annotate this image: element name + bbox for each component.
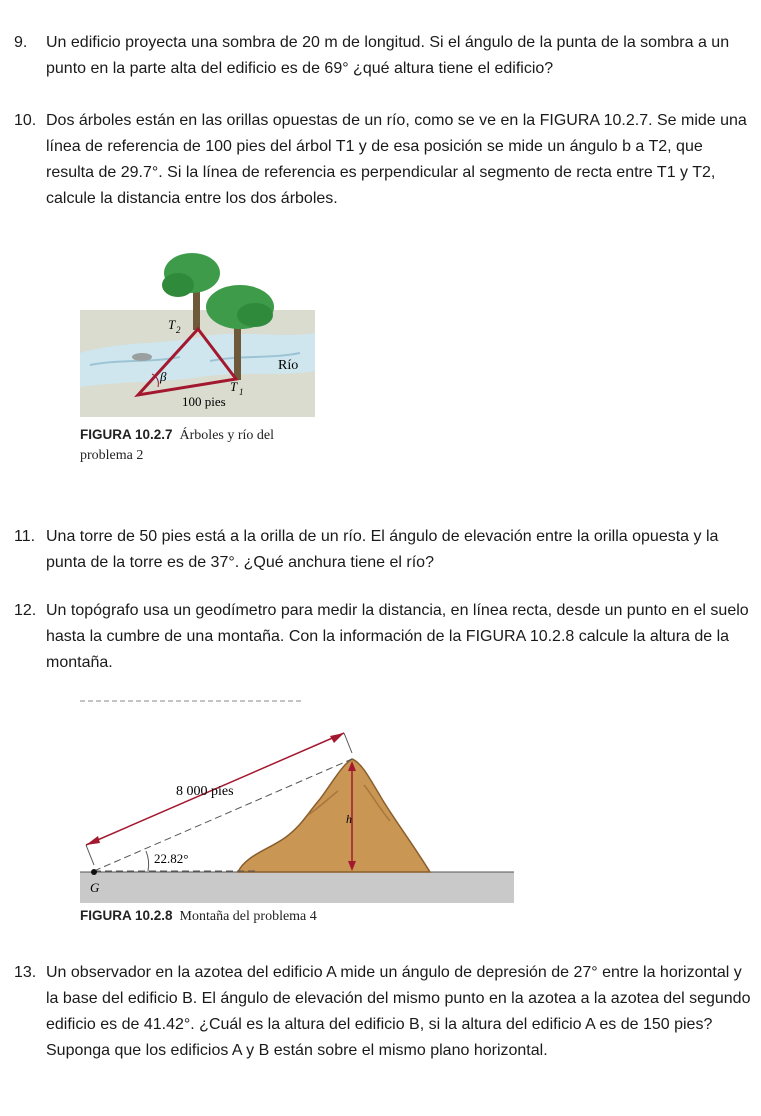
- problem-10: [14, 108, 754, 212]
- ground: [80, 872, 514, 903]
- label-t2-sub: 2: [176, 325, 181, 335]
- tree-t2-crown-shade: [162, 273, 194, 297]
- problem-number: 9.: [14, 34, 28, 51]
- label-h: h: [346, 812, 352, 826]
- label-t1-sub: 1: [239, 387, 244, 397]
- problem-13: [14, 960, 754, 1064]
- arrowhead-right: [330, 733, 344, 743]
- label-beta: β: [160, 369, 167, 384]
- mountain-illustration: [80, 695, 514, 903]
- problem-number: 10.: [14, 112, 37, 129]
- label-angle: 22.82°: [154, 851, 189, 866]
- rock: [132, 353, 152, 361]
- label-river: Río: [278, 358, 299, 373]
- figure-10-2-8-caption: [80, 906, 440, 927]
- point-g: [91, 869, 97, 875]
- figure-mountain: [80, 695, 514, 903]
- label-8000-pies: 8 000 pies: [176, 784, 234, 799]
- caption-label: FIGURA 10.2.7: [80, 427, 173, 442]
- arrowhead-left: [86, 836, 100, 845]
- problem-number: 13.: [14, 964, 37, 981]
- problem-text: Dos árboles están en las orillas opuestas de un río, como se ve en la FIGURA 10.2.7. Se mide una línea de referencia de 100 pies del árbol T1 y de esa posición se mide un ángulo b a T2, que resulta de 29.7°. Si la línea de referencia es perpendicular al segmento de recta entre T1 y T2, calcule la distancia entre los dos árboles.: [46, 112, 747, 207]
- label-t2: T: [168, 317, 176, 332]
- problem-text: Una torre de 50 pies está a la orilla de un río. El ángulo de elevación entre la orilla opuesta y la punta de la torre es de 37°. ¿Qué anchura tiene el río?: [46, 528, 719, 571]
- problem-text: Un topógrafo usa un geodímetro para medir la distancia, en línea recta, desde un punto en el suelo hasta la cumbre de una montaña. Con la información de la FIGURA 10.2.8 calcule la altura de la montaña.: [46, 602, 749, 671]
- caption-label: FIGURA 10.2.8: [80, 908, 173, 923]
- figure-trees-river: [80, 245, 315, 417]
- angle-arc: [146, 851, 149, 871]
- label-g: G: [90, 880, 100, 895]
- problem-text: Un edificio proyecta una sombra de 20 m de longitud. Si el ángulo de la punta de la sombra a un punto en la parte alta del edificio es de 69° ¿qué altura tiene el edificio?: [46, 34, 730, 77]
- problem-12: [14, 598, 754, 676]
- problem-9: [14, 30, 754, 82]
- problem-11: [14, 524, 754, 576]
- extension-left: [86, 845, 94, 865]
- problem-text: Un observador en la azotea del edificio A mide un ángulo de depresión de 27° entre la horizontal y la base del edificio B. El ángulo de elevación del mismo punto en la azotea a la azotea del segundo edificio es de 41.42°. ¿Cuál es la altura del edificio B, si la altura del edificio A es de 150 pies? Suponga que los edificios A y B están sobre el mismo plano horizontal.: [46, 964, 751, 1059]
- label-100-pies: 100 pies: [182, 394, 226, 409]
- trees-river-illustration: [80, 245, 315, 417]
- problem-number: 11.: [14, 528, 36, 545]
- tree-t1-crown-shade: [237, 303, 273, 327]
- mountain: [238, 759, 430, 872]
- problem-number: 12.: [14, 602, 37, 619]
- extension-right: [344, 733, 352, 753]
- figure-10-2-7-caption: [80, 425, 320, 466]
- label-t1: T: [230, 379, 238, 394]
- caption-text: Árboles y río del problema 2: [80, 428, 275, 463]
- caption-text: Montaña del problema 4: [179, 909, 317, 924]
